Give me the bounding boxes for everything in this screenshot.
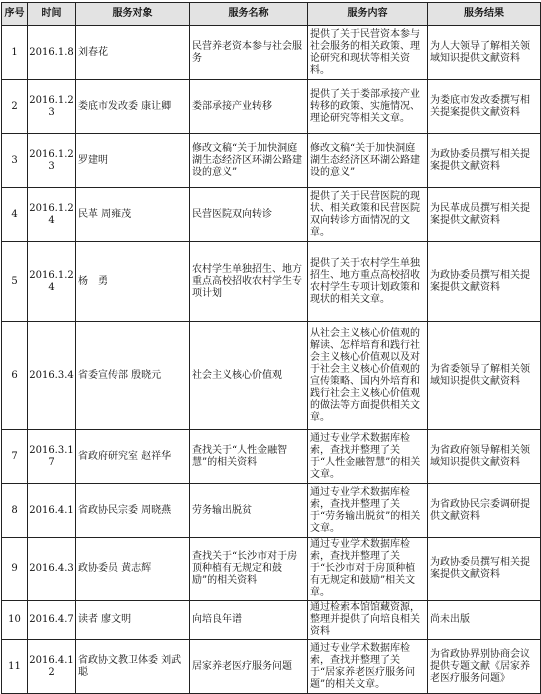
cell-service-name: 查找关于“长沙市对于房顶种植有无规定和鼓励”的相关资料 [190, 538, 308, 601]
cell-no: 3 [2, 134, 28, 188]
cell-service-content: 提供了关于民营医院的现状、相关政策和民营医院双向转诊方面情况的文章。 [308, 188, 428, 242]
header-service-content: 服务内容 [308, 3, 428, 26]
cell-no: 6 [2, 322, 28, 430]
cell-no: 8 [2, 484, 28, 538]
cell-no: 1 [2, 26, 28, 80]
cell-no: 7 [2, 430, 28, 484]
cell-service-name: 劳务输出脱贫 [190, 484, 308, 538]
header-service-name: 服务名称 [190, 3, 308, 26]
cell-service-result: 为政协委员撰写相关提案提供文献资料 [428, 134, 541, 188]
cell-no: 11 [2, 640, 28, 694]
cell-service-name: 向培良年谱 [190, 601, 308, 640]
cell-service-name: 民营养老资本参与社会服务 [190, 26, 308, 80]
cell-target: 政协委员 黄志辉 [76, 538, 190, 601]
table-row [2, 484, 541, 538]
cell-service-result: 为省委领导了解相关领域知识提供文献资料 [428, 322, 541, 430]
cell-service-name: 查找关于“人性金融智慧”的相关资料 [190, 430, 308, 484]
table-header-row [2, 3, 541, 26]
cell-date: 2016.4.1 [28, 484, 76, 538]
cell-service-content: 通过检索本馆馆藏资源，整理并提供了向培良相关资料 [308, 601, 428, 640]
cell-target: 刘春花 [76, 26, 190, 80]
cell-service-result: 为省政协界别协商会议提供专题文献《居家养老医疗服务问题》 [428, 640, 541, 694]
cell-date: 2016.3.4 [28, 322, 76, 430]
cell-date: 2016.4.7 [28, 601, 76, 640]
table-row [2, 538, 541, 601]
cell-no: 4 [2, 188, 28, 242]
cell-service-name: 修改文稿“关于加快洞庭湖生态经济区环湖公路建设的意义” [190, 134, 308, 188]
cell-service-result: 为娄底市发改委撰写相关提案提供文献资料 [428, 80, 541, 134]
cell-service-content: 通过专业学术数据库检索，查找并整理了关于“居家养老医疗服务问题”的相关文章。 [308, 640, 428, 694]
header-target: 服务对象 [76, 3, 190, 26]
cell-service-content: 修改文稿“关于加快洞庭湖生态经济区环湖公路建设的意义” [308, 134, 428, 188]
cell-target: 娄底市发改委 康让卿 [76, 80, 190, 134]
cell-service-name: 居家养老医疗服务问题 [190, 640, 308, 694]
cell-no: 9 [2, 538, 28, 601]
cell-service-result: 为人大领导了解相关领域知识提供文献资料 [428, 26, 541, 80]
cell-date: 2016.4.3 [28, 538, 76, 601]
cell-target: 读者 廖文明 [76, 601, 190, 640]
cell-service-result: 尚未出版 [428, 601, 541, 640]
cell-service-content: 通过专业学术数据库检索，查找并整理了关于“长沙市对于房顶种植有无规定和鼓励”相关文章。 [308, 538, 428, 601]
table-row [2, 80, 541, 134]
cell-service-name: 农村学生单独招生、地方重点高校招收农村学生专项计划 [190, 242, 308, 322]
service-records-table [1, 2, 541, 694]
cell-date: 2016.4.12 [28, 640, 76, 694]
cell-target: 杨 勇 [76, 242, 190, 322]
cell-service-name: 社会主义核心价值观 [190, 322, 308, 430]
cell-target: 罗建明 [76, 134, 190, 188]
cell-date: 2016.1.24 [28, 188, 76, 242]
table-row [2, 188, 541, 242]
cell-date: 2016.1.24 [28, 242, 76, 322]
cell-service-content: 提供了关于农村学生单独招生、地方重点高校招收农村学生专项计划政策和现状的相关文章。 [308, 242, 428, 322]
cell-service-content: 通过专业学术数据库检索，查找并整理了关于“劳务输出脱贫”的相关文章。 [308, 484, 428, 538]
cell-service-content: 提供了关于民营资本参与社会服务的相关政策、理论研究和现状等相关资料。 [308, 26, 428, 80]
cell-service-name: 民营医院双向转诊 [190, 188, 308, 242]
cell-service-content: 通过专业学术数据库检索，查找并整理了关于“人性金融智慧”的相关文章。 [308, 430, 428, 484]
cell-service-result: 为政协委员撰写相关提案提供文献资料 [428, 538, 541, 601]
cell-date: 2016.3.17 [28, 430, 76, 484]
cell-date: 2016.1.23 [28, 134, 76, 188]
cell-no: 2 [2, 80, 28, 134]
table-row [2, 26, 541, 80]
cell-target: 省委宣传部 殷晓元 [76, 322, 190, 430]
cell-service-result: 为省政协民宗委调研提供文献资料 [428, 484, 541, 538]
cell-no: 10 [2, 601, 28, 640]
header-service-result: 服务结果 [428, 3, 541, 26]
cell-no: 5 [2, 242, 28, 322]
cell-target: 民革 周雍茂 [76, 188, 190, 242]
cell-service-result: 为政协委员撰写相关提案提供文献资料 [428, 242, 541, 322]
cell-service-content: 从社会主义核心价值观的解读、怎样培育和践行社会主义核心价值观以及对于社会主义核心价值观的宣传策略、国内外培育和践行社会主义核心价值观的做法等方面提供相关文章。 [308, 322, 428, 430]
cell-target: 省政协文教卫体委 刘武聪 [76, 640, 190, 694]
table-row [2, 134, 541, 188]
cell-date: 2016.1.23 [28, 80, 76, 134]
header-date: 时间 [28, 3, 76, 26]
table-row [2, 322, 541, 430]
table-row [2, 640, 541, 694]
cell-service-name: 娄部承接产业转移 [190, 80, 308, 134]
cell-service-content: 提供了关于娄部承接产业转移的政策、实施情况、理论研究等相关文章。 [308, 80, 428, 134]
table-row [2, 430, 541, 484]
table-row [2, 242, 541, 322]
table-row [2, 601, 541, 640]
table-body [2, 26, 541, 694]
cell-service-result: 为省政府领导解相关领域知识提供文献资料 [428, 430, 541, 484]
header-no: 序号 [2, 3, 28, 26]
cell-service-result: 为民革成员撰写相关提案提供文献资料 [428, 188, 541, 242]
cell-target: 省政协民宗委 周晓燕 [76, 484, 190, 538]
cell-date: 2016.1.8 [28, 26, 76, 80]
cell-target: 省政府研究室 赵祥华 [76, 430, 190, 484]
